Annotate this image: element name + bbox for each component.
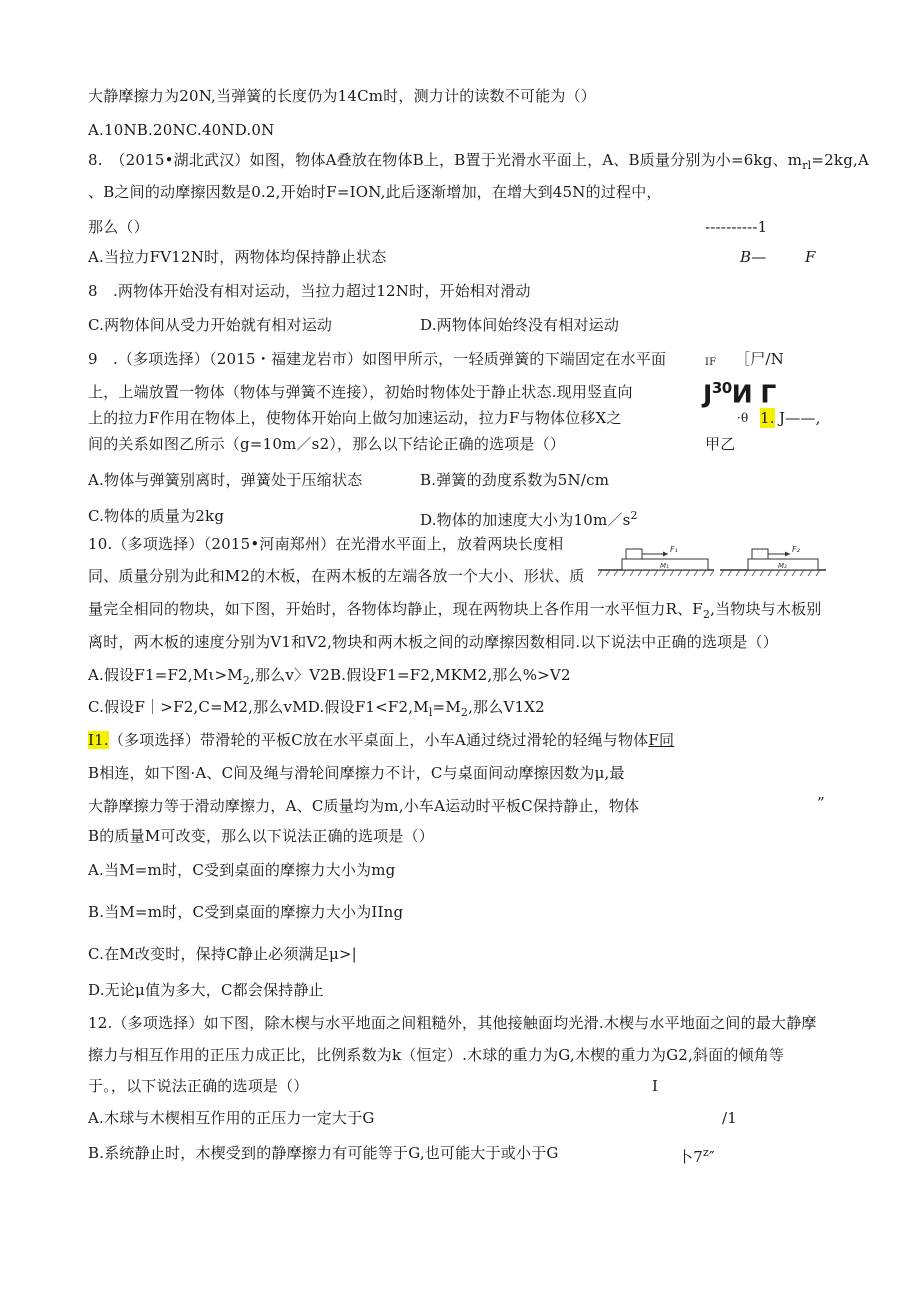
ground-left bbox=[598, 570, 714, 576]
option-line: D.两物体间始终没有相对运动 bbox=[420, 316, 620, 334]
option-line: B.系统静止时，木楔受到的静摩擦力有可能等于G,也可能大于或小于G bbox=[88, 1144, 559, 1162]
figure-11-mark: ” bbox=[817, 794, 825, 812]
option-line: C.两物体间从受力开始就有相对运动 bbox=[88, 316, 333, 334]
question-10-line: 同、质量分别为此和M2的木板，在两木板的左端各放一个大小、形状、质 bbox=[88, 567, 585, 585]
text: ,当物块与木板别 bbox=[710, 600, 822, 618]
question-9-line: 间的关系如图乙所示（g=10m／s2），那么以下结论正确的选项是（） bbox=[88, 435, 566, 453]
figure-8-label-f: F bbox=[805, 248, 816, 266]
text: 量完全相同的物块，如下图，开始时，各物体均静止，现在两物块上各作用一水平恒力R、F bbox=[88, 600, 703, 618]
text: C.假设F｜>F2,C=M2,那么vMD.假设F1<F2,M bbox=[88, 698, 429, 716]
ground-right bbox=[720, 570, 826, 576]
question-9-line: 上的拉力F作用在物体上，使物体开始向上做匀加速运动，拉力F与物体位移X之 bbox=[88, 409, 622, 427]
question-12-line: 于。，以下说法正确的选项是（） bbox=[88, 1077, 309, 1095]
option-line: A.物体与弹簧别离时，弹簧处于压缩状态 bbox=[88, 471, 363, 489]
option-line: B.弹簧的劲度系数为5N/cm bbox=[420, 471, 610, 489]
text: D.物体的加速度大小为10m／s bbox=[420, 511, 631, 529]
label-f2: F₂ bbox=[792, 545, 800, 554]
subscript: rl bbox=[802, 159, 812, 172]
option-line: A.木球与木楔相互作用的正压力一定大于G bbox=[88, 1109, 375, 1127]
figure-9-label: J——, bbox=[779, 409, 821, 427]
option-line bbox=[88, 665, 571, 691]
option-line: B.当M=m时，C受到桌面的摩擦力大小为IIng bbox=[88, 903, 404, 921]
figure-9-label: ［尸/N bbox=[735, 350, 784, 368]
subscript: 2 bbox=[460, 706, 469, 719]
arrowhead bbox=[785, 552, 790, 557]
figure-12-label: I bbox=[652, 1077, 659, 1095]
question-12-line: 12.（多项选择）如下图，除木楔与水平地面之间粗糙外，其他接触面均光滑.木楔与水平地面之间的最大静摩 bbox=[88, 1014, 817, 1032]
option-line: A.10NB.20NC.40ND.0N bbox=[88, 121, 275, 139]
option-line: 8 .两物体开始没有相对运动，当拉力超过12N时，开始相对滑动 bbox=[88, 282, 531, 300]
superscript: z bbox=[702, 1146, 709, 1159]
superscript: 2 bbox=[630, 509, 638, 522]
option-line: C.物体的质量为2kg bbox=[88, 507, 225, 525]
figure-9-label: ·θ bbox=[737, 411, 749, 425]
figure-10-diagram bbox=[596, 538, 828, 578]
question-11-line: B相连，如下图·A、C间及绳与滑轮间摩擦力不计，C与桌面间动摩擦因数为μ,最 bbox=[88, 764, 625, 782]
option-line bbox=[420, 506, 638, 530]
text: J bbox=[703, 379, 712, 409]
text: 8. （2015•湖北武汉）如图，物体A叠放在物体B上，B置于光滑水平面上，A、B质量分别为小=6kg、m bbox=[88, 151, 803, 169]
text: A.假设F1=F2,Mι>M bbox=[88, 666, 243, 684]
text-line: 大静摩擦力为20N,当弹簧的长度仍为14Cm时，测力计的读数不可能为（） bbox=[88, 87, 597, 105]
highlighted-text: I1. bbox=[88, 731, 109, 749]
text: =M bbox=[432, 698, 461, 716]
figure-12-label bbox=[678, 1143, 715, 1167]
figure-8-label-b: B— bbox=[740, 248, 767, 266]
label-m2: M₂ bbox=[778, 562, 787, 570]
figure-8-dashes: ----------1 bbox=[705, 218, 768, 236]
option-line: C.在M改变时，保持C静止必须满足μ>| bbox=[88, 945, 357, 963]
label-m1: M₁ bbox=[660, 562, 669, 570]
highlighted-text: 1. bbox=[760, 409, 775, 427]
question-8-line bbox=[88, 150, 869, 176]
superscript: 30 bbox=[711, 379, 732, 397]
question-11-line bbox=[88, 730, 674, 750]
subscript: l bbox=[428, 706, 433, 719]
figure-12-label: /1 bbox=[722, 1109, 737, 1127]
text: =2kg,A bbox=[811, 151, 869, 169]
question-12-line: 擦力与相互作用的正压力成正比，比例系数为k（恒定）.木球的重力为G,木楔的重力为G2,斜面的倾角等 bbox=[88, 1046, 785, 1064]
text: ,那么V1X2 bbox=[468, 698, 545, 716]
subscript: 2 bbox=[242, 674, 251, 687]
block-2 bbox=[752, 549, 768, 559]
question-8-line: 、B之间的动摩擦因数是0.2,开始时F=ION,此后逐渐增加，在增大到45N的过程中， bbox=[88, 183, 662, 201]
question-8-line: 那么（） bbox=[88, 218, 149, 236]
question-9-line: 9 .（多项选择）（2015・福建龙岩市）如图甲所示，一轻质弹簧的下端固定在水平面 bbox=[88, 350, 667, 368]
figure-9-big-text bbox=[703, 374, 776, 408]
question-11-line: 大静摩擦力等于滑动摩擦力，A、C质量均为m,小车A运动时平板C保持静止，物体 bbox=[88, 797, 640, 815]
option-line bbox=[88, 697, 545, 723]
text: ″ bbox=[708, 1148, 715, 1166]
option-line: D.无论μ值为多大，C都会保持静止 bbox=[88, 981, 324, 999]
text: （多项选择）带滑轮的平板C放在水平桌面上，小车A通过绕过滑轮的轻绳与物体 bbox=[108, 731, 649, 749]
text: ,那么v〉V2B.假设F1=F2,MKM2,那么%>V2 bbox=[250, 666, 571, 684]
subscript: 2 bbox=[702, 608, 711, 621]
arrowhead bbox=[663, 552, 668, 557]
figure-9-caption: 甲乙 bbox=[705, 435, 736, 453]
question-10-line bbox=[88, 599, 821, 625]
figure-9-label: IF bbox=[705, 357, 717, 368]
label-f1: F₁ bbox=[670, 545, 678, 554]
block-1 bbox=[626, 549, 642, 559]
underlined-text: F同 bbox=[648, 731, 675, 749]
option-line: A.当拉力FV12N时，两物体均保持静止状态 bbox=[88, 248, 387, 266]
question-10-line: 离时，两木板的速度分别为V1和V2,物块和两木板之间的动摩擦因数相同.以下说法中正确的选项是（） bbox=[88, 633, 778, 651]
option-line: A.当M=m时，C受到桌面的摩擦力大小为mg bbox=[88, 861, 396, 879]
question-10-line: 10.（多项选择）（2015•河南郑州）在光滑水平面上，放着两块长度相 bbox=[88, 535, 564, 553]
question-11-line: B的质量M可改变，那么以下说法正确的选项是（） bbox=[88, 827, 434, 845]
text: И Г bbox=[731, 379, 776, 409]
question-9-line: 上，上端放置一物体（物体与弹簧不连接），初始时物体处于静止状态.现用竖直向 bbox=[88, 383, 633, 401]
text: 卜7 bbox=[678, 1148, 703, 1166]
